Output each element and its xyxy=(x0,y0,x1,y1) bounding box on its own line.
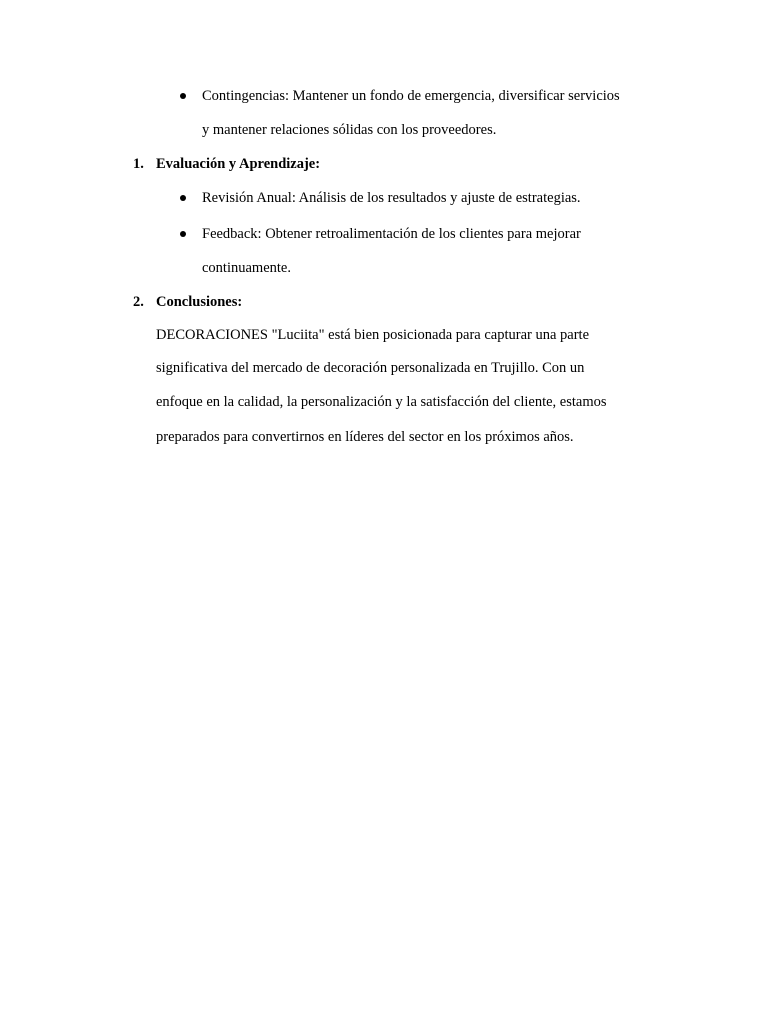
revision-anual-line: Revisión Anual: Análisis de los resultados y ajuste de estrategias. xyxy=(202,190,581,206)
section-2-heading: Conclusiones: xyxy=(156,294,243,310)
contingencias-line-1: Contingencias: Mantener un fondo de emergencia, diversificar servicios xyxy=(202,88,620,104)
section-2-number: 2. xyxy=(133,294,144,310)
conclusion-paragraph-line-1: DECORACIONES "Luciita" está bien posicionada para capturar una parte xyxy=(156,327,590,343)
bullet-marker xyxy=(180,195,186,201)
conclusion-paragraph-line-2: significativa del mercado de decoración personalizada en Trujillo. Con un xyxy=(156,360,585,376)
feedback-line-2: continuamente. xyxy=(202,260,291,276)
conclusion-paragraph-line-4: preparados para convertirnos en líderes del sector en los próximos años. xyxy=(156,429,574,445)
feedback-line-1: Feedback: Obtener retroalimentación de los clientes para mejorar xyxy=(202,226,581,242)
bullet-marker xyxy=(180,93,186,99)
conclusion-paragraph-line-3: enfoque en la calidad, la personalización y la satisfacción del cliente, estamos xyxy=(156,394,607,410)
section-1-heading: Evaluación y Aprendizaje: xyxy=(156,156,321,172)
contingencias-line-2: y mantener relaciones sólidas con los proveedores. xyxy=(202,122,497,138)
section-1-number: 1. xyxy=(133,156,144,172)
bullet-marker xyxy=(180,231,186,237)
